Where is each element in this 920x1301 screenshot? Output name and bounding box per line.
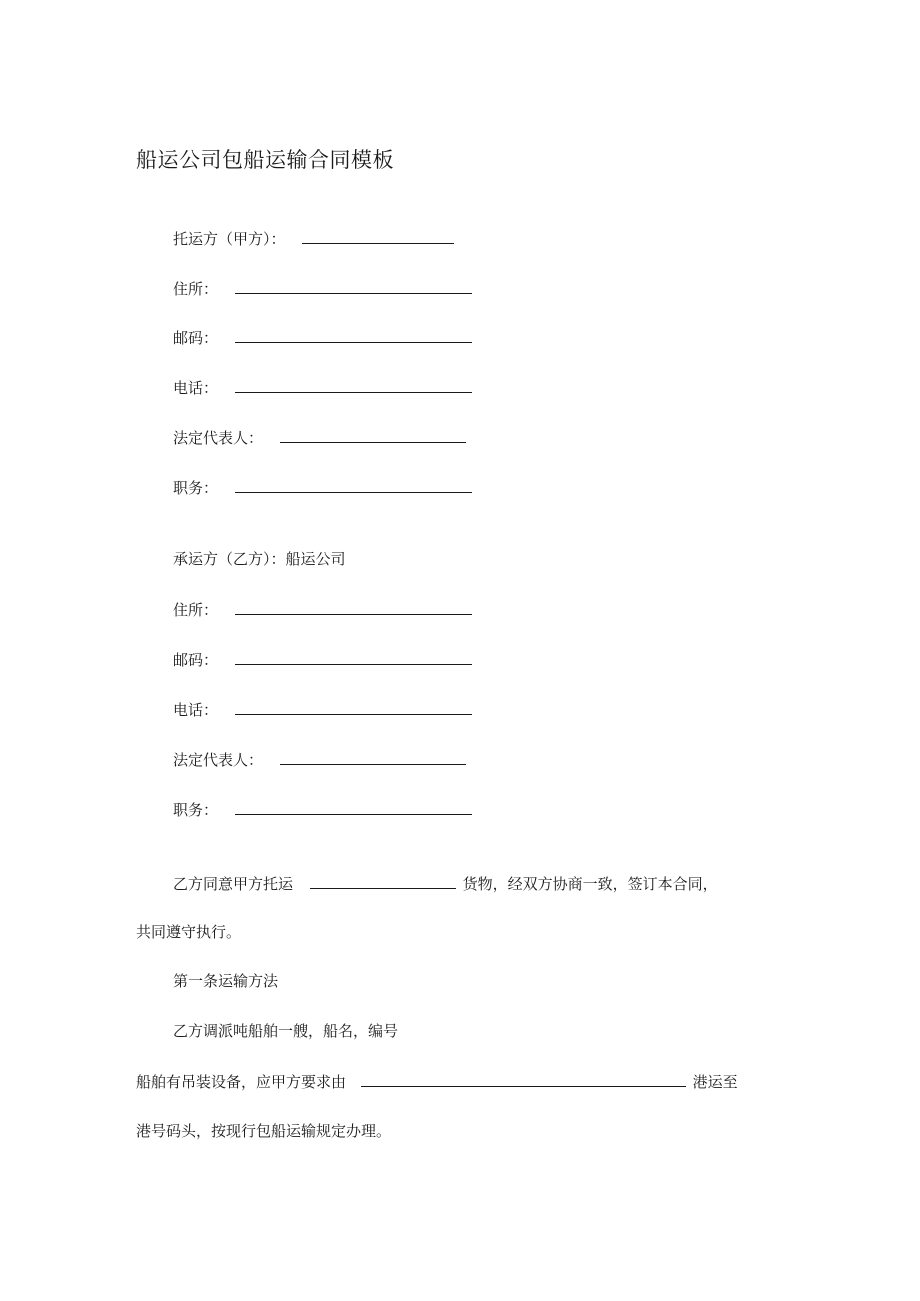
party-a-heading: 托运方（甲方）： [173, 230, 286, 248]
intro-text-1: 乙方同意甲方托运 [173, 875, 294, 893]
party-b-legal-rep-label: 法定代表人： [173, 751, 264, 769]
party-b-address-blank[interactable] [235, 599, 472, 615]
article-1-line-2-text-b: 港运至 [692, 1073, 738, 1091]
party-a-heading-row [173, 228, 454, 249]
article-1-line-2-text-a: 船舶有吊装设备，应甲方要求由 [136, 1073, 347, 1091]
intro-line-1 [173, 873, 718, 894]
party-a-postcode-row [173, 327, 472, 348]
party-a-address-row [173, 278, 472, 299]
party-b-address-label: 住所： [173, 601, 219, 619]
document-title: 船运公司包船运输合同模板 [136, 148, 394, 172]
party-a-position-row [173, 477, 472, 498]
party-a-legal-rep-label: 法定代表人： [173, 429, 264, 447]
article-1-line-2 [136, 1071, 738, 1092]
party-a-legal-rep-blank[interactable] [280, 427, 466, 443]
party-b-phone-blank[interactable] [235, 699, 472, 715]
party-b-address-row [173, 599, 472, 620]
intro-line-2 [136, 922, 241, 942]
party-b-position-label: 职务： [173, 801, 219, 819]
party-a-address-blank[interactable] [235, 278, 472, 294]
party-a-legal-rep-row [173, 427, 466, 448]
party-a-position-blank[interactable] [235, 477, 472, 493]
article-1-line-3: 港号码头，按现行包船运输规定办理。 [136, 1122, 392, 1140]
party-a-phone-row [173, 377, 472, 398]
party-b-heading: 承运方（乙方）：船运公司 [173, 550, 346, 568]
party-a-phone-label: 电话： [173, 379, 219, 397]
party-a-name-blank[interactable] [302, 228, 454, 244]
party-a-address-label: 住所： [173, 280, 219, 298]
departure-port-blank[interactable] [361, 1071, 686, 1087]
party-b-phone-row [173, 699, 472, 720]
intro-text-2: 货物，经双方协商一致，签订本合同， [462, 875, 718, 893]
cargo-blank[interactable] [310, 873, 456, 889]
party-a-postcode-blank[interactable] [235, 327, 472, 343]
article-1-heading: 第一条运输方法 [173, 972, 279, 990]
article-1-line-1: 乙方调派吨船舶一艘，船名，编号 [173, 1022, 399, 1040]
party-b-phone-label: 电话： [173, 701, 219, 719]
party-b-position-blank[interactable] [235, 799, 472, 815]
party-b-heading-row [173, 549, 346, 569]
party-b-postcode-row [173, 649, 472, 670]
intro-text-3: 共同遵守执行。 [136, 923, 242, 941]
party-b-postcode-blank[interactable] [235, 649, 472, 665]
party-b-position-row [173, 799, 472, 820]
party-a-postcode-label: 邮码： [173, 329, 219, 347]
party-b-postcode-label: 邮码： [173, 651, 219, 669]
party-a-position-label: 职务： [173, 479, 219, 497]
party-b-legal-rep-blank[interactable] [280, 749, 466, 765]
party-a-phone-blank[interactable] [235, 377, 472, 393]
party-b-legal-rep-row [173, 749, 466, 770]
